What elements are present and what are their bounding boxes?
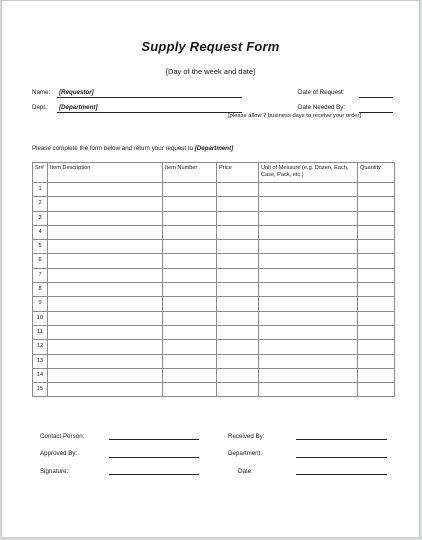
table-row [33,311,395,325]
table-cell[interactable] [217,283,259,297]
table-cell[interactable] [163,197,217,211]
form-page [1,0,420,538]
table-cell[interactable] [259,368,358,382]
table-cell[interactable] [259,311,358,325]
row-serial-number: 2 [33,197,48,211]
col-header-description: Item Description [48,163,163,183]
table-cell[interactable] [358,325,395,339]
form-title: Supply Request Form [141,39,280,54]
row-serial-number: 14 [33,368,48,382]
table-cell[interactable] [259,183,358,197]
row-serial-number: 15 [33,383,48,397]
instruction-text [32,145,233,152]
table-cell[interactable] [259,268,358,282]
table-cell[interactable] [358,354,395,368]
instruction-body: Please complete the form below and return your request to [32,145,193,152]
table-cell[interactable] [358,340,395,354]
table-cell[interactable] [358,254,395,268]
table-cell[interactable] [163,225,217,239]
table-cell[interactable] [163,297,217,311]
table-cell[interactable] [163,268,217,282]
table-cell[interactable] [259,325,358,339]
table-cell[interactable] [217,254,259,268]
table-cell[interactable] [48,368,163,382]
table-cell[interactable] [217,297,259,311]
table-row [33,368,395,382]
approved-by-label: Approved By: [40,450,78,457]
table-cell[interactable] [217,183,259,197]
contact-person-label: Contact Person: [40,433,85,440]
name-field-line[interactable] [57,97,242,98]
table-header-row [33,163,395,183]
table-row [33,354,395,368]
table-cell[interactable] [163,383,217,397]
table-cell[interactable] [48,311,163,325]
table-cell[interactable] [358,211,395,225]
business-days-note: [please allow 7 business days to receive your order] [228,113,362,119]
col-header-unit-of-measure: Unit of Measure (e.g. Dozen, Each, Case, Pack, etc.) [259,163,358,183]
table-row [33,240,395,254]
table-cell[interactable] [217,325,259,339]
table-row [33,183,395,197]
table-row [33,225,395,239]
table-cell[interactable] [48,240,163,254]
table-cell[interactable] [163,340,217,354]
department-label: Department: [228,450,263,457]
table-cell[interactable] [163,254,217,268]
table-cell[interactable] [358,297,395,311]
contact-person-line[interactable] [109,439,199,440]
table-cell[interactable] [358,383,395,397]
table-cell[interactable] [48,268,163,282]
table-row [33,268,395,282]
table-cell[interactable] [358,183,395,197]
table-cell[interactable] [358,268,395,282]
table-cell[interactable] [259,211,358,225]
col-header-price: Price [217,163,259,183]
row-serial-number: 7 [33,268,48,282]
table-cell[interactable] [48,225,163,239]
supply-items-table [32,162,395,397]
table-cell[interactable] [217,383,259,397]
dept-label: Dept.: [32,104,49,111]
table-cell[interactable] [358,283,395,297]
date-label: Date: [238,468,253,475]
table-cell[interactable] [217,225,259,239]
table-cell[interactable] [163,183,217,197]
table-row [33,325,395,339]
table-cell[interactable] [48,297,163,311]
table-cell[interactable] [163,283,217,297]
table-cell[interactable] [217,340,259,354]
table-cell[interactable] [48,254,163,268]
col-header-item-number: Item Number [163,163,217,183]
table-cell[interactable] [217,268,259,282]
table-cell[interactable] [259,354,358,368]
table-row [33,297,395,311]
date-needed-label: Date Needed By: [298,104,346,111]
table-row [33,211,395,225]
signature-label: Signature: [40,468,69,475]
table-cell[interactable] [217,368,259,382]
instruction-target: [Department] [194,145,234,152]
table-cell[interactable] [358,311,395,325]
table-cell[interactable] [217,211,259,225]
signature-line[interactable] [109,474,199,475]
table-cell[interactable] [163,325,217,339]
date-needed-line[interactable] [359,112,393,113]
date-of-request-line[interactable] [359,97,393,98]
name-label: Name: [32,89,51,96]
row-serial-number: 12 [33,340,48,354]
col-header-sr: Sr# [33,163,48,183]
table-row [33,340,395,354]
table-cell[interactable] [358,240,395,254]
table-cell[interactable] [259,225,358,239]
dept-field-line[interactable] [57,112,242,113]
table-cell[interactable] [48,325,163,339]
row-serial-number: 10 [33,311,48,325]
table-cell[interactable] [217,354,259,368]
row-serial-number: 8 [33,283,48,297]
table-cell[interactable] [163,311,217,325]
received-by-label: Received By: [228,433,265,440]
table-cell[interactable] [163,240,217,254]
department-line[interactable] [296,457,387,458]
col-header-quantity: Quantity [358,163,395,183]
row-serial-number: 6 [33,254,48,268]
table-cell[interactable] [48,197,163,211]
date-of-request-label: Date of Request: [298,89,345,96]
table-cell[interactable] [259,297,358,311]
table-cell[interactable] [48,340,163,354]
table-cell[interactable] [217,240,259,254]
table-cell[interactable] [259,197,358,211]
name-value: [Requestor] [59,89,94,96]
received-by-line[interactable] [296,439,387,440]
table-cell[interactable] [163,354,217,368]
table-row [33,283,395,297]
row-serial-number: 11 [33,325,48,339]
form-date-placeholder: [Day of the week and date] [165,67,256,76]
table-row [33,254,395,268]
table-cell[interactable] [163,368,217,382]
table-cell[interactable] [48,283,163,297]
table-cell[interactable] [48,383,163,397]
table-cell[interactable] [358,368,395,382]
row-serial-number: 4 [33,225,48,239]
table-cell[interactable] [358,225,395,239]
table-cell[interactable] [259,383,358,397]
row-serial-number: 13 [33,354,48,368]
table-cell[interactable] [48,354,163,368]
date-line[interactable] [296,474,387,475]
row-serial-number: 9 [33,297,48,311]
table-row [33,197,395,211]
table-cell[interactable] [48,211,163,225]
table-row [33,383,395,397]
table-cell[interactable] [259,254,358,268]
approved-by-line[interactable] [109,457,199,458]
table-cell[interactable] [358,197,395,211]
table-cell[interactable] [259,240,358,254]
row-serial-number: 1 [33,183,48,197]
table-cell[interactable] [48,183,163,197]
table-cell[interactable] [163,211,217,225]
row-serial-number: 3 [33,211,48,225]
table-cell[interactable] [217,197,259,211]
dept-value: [Department] [59,104,98,111]
row-serial-number: 5 [33,240,48,254]
table-cell[interactable] [217,311,259,325]
table-cell[interactable] [259,283,358,297]
table-cell[interactable] [259,340,358,354]
